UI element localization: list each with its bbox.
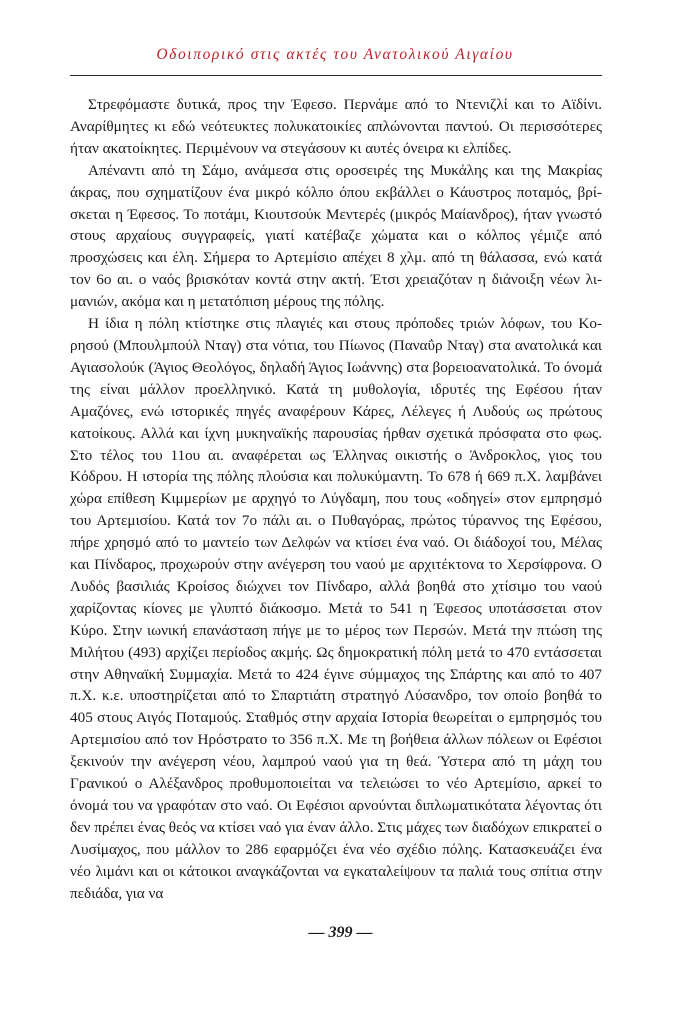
header-rule xyxy=(70,75,602,76)
body-text xyxy=(70,94,602,905)
running-header: Οδοιπορικό στις ακτές του Ανατολικού Αιγαίου xyxy=(156,46,514,63)
paragraph-1: Στρεφόμαστε δυτικά, προς την Έφεσο. Περνάμε από το Ντενιζλί και το Αϊδίνι. Αναρίθμητες κι εδώ νεότευκτες πολυκατοικίες απλώνονται παντού. Οι περισσότερες ήταν ακατοίκητες. Περιμένουν να στεγάσουν κι αυτές όνειρα κι ελπίδες. xyxy=(70,96,602,157)
paragraph-2: Απέναντι από τη Σάμο, ανάμεσα στις οροσειρές της Μυκάλης και της Μακρίας άκρας, που σχηματίζουν ένα μικρό κόλπο όπου εκβάλλει ο Κάυστρος ποταμός, βρίσκεται η Έφεσος. Το ποτάμι, Κιουτσούκ Μεντερές (μικρός Μαίανδρος), ήταν γνωστό στους αρχαίους συγγραφείς, γιατί κατέβαζε χώματα και ο κόλπος γέμιζε από προσχώσεις και έλη. Σήμερα το Αρτεμίσιο απέχει 8 χλμ. από τη θάλασσα, ενώ κατά τον 6ο αι. ο ναός βρισκόταν κοντά στην ακτή. Έτσι χρειαζόταν η διάνοιξη νέων λιμανιών, ακόμα και η μετατόπιση μέρους της πόλης. xyxy=(70,161,602,311)
paragraph-3: Η ίδια η πόλη κτίστηκε στις πλαγιές και στους πρόποδες τριών λόφων, του Κορησού (Μπουλμπούλ Νταγ) στα νότια, του Πίωνος (Παναΰρ Νταγ) στα ανατολικά και Αγιασολούκ (Άγιος Θεολόγος, δηλαδή Άγιος Ιωάννης) στα βορειοανατολικά. Το όνομά της είναι μάλλον προελληνικό. Κατά τη μυθολογία, ιδρυτές της Εφέσου ήταν Αμαζόνες, ενώ ιστορικές πηγές αναφέρουν Κάρες, Λέλεγες ή Λυδούς ως πρώτους κατοίκους. Αλλά και ίχνη μυκηναϊκής παρουσίας ήρθαν σχετικά πρόσφατα στο φως. Στο τέλος του 11ου αι. αναφέρεται ως Έλληνας οικιστής ο Άνδροκλος, γιος του Κόδρου. Η ιστορία της πόλης πλούσια και πολυκύμαντη. Το 678 ή 669 π.Χ. λαμβάνει χώρα επίθεση Κιμμερίων με αρχηγό το Λύγδαμη, που τους «οδηγεί» στον εμπρησμό του Αρτεμισίου. Κατά τον 7ο πάλι αι. ο Πυθαγόρας, πρώτος τύραννος της Εφέσου, πήρε χρησμό από το μαντείο των Δελφών να κτίσει ένα ναό. Οι διάδοχοί του, Μέλας και Πίνδαρος, προχωρούν στην ανέγερση του ναού με αρχιτέκτονα το Χερσίφρονα. Ο Λυδός βασιλιάς Κροίσος διώχνει τον Πίνδαρο, αλλά βοηθά στο χτίσιμο του ναού χαρίζοντας κίονες με γλυπτό διάκοσμο. Μετά το 541 η Έφεσος υποτάσσεται στον Κύρο. Στην ιωνική επανάσταση πήγε με το μέρος των Περσών. Μετά την πτώση της Μιλήτου (493) αρχίζει περίοδος ακμής. Ως δημοκρατική πόλη μετά το 470 εντάσσεται στην Αθηναϊκή Συμμαχία. Μετά το 424 έγινε σύμμαχος της Σπάρτης και από το 407 π.Χ. κ.ε. υποστηρίζεται από το Σπαρτιάτη στρατηγό Λύσανδρο, τον οποίο βοηθά το 405 στους Αιγός Ποταμούς. Σταθμός στην αρχαία Ιστορία θεωρείται ο εμπρησμός του Αρτεμισίου από τον Ηρόστρατο το 356 π.Χ. Με τη βοήθεια άλλων πόλεων οι Εφέσιοι ξεκινούν την ανέγερση νέου, λαμπρού ναού για τη θεά. Ύστερα από τη μάχη του Γρανικού ο Αλέξανδρος προθυμοποιείται να τελειώσει το νέο Αρτεμίσιο, αρκεί το όνομά του να γραφόταν στο ναό. Οι Εφέσιοι αρνούνται διπλωματικότατα λέγοντας ότι δεν πρέπει ένας θεός να κτίσει ναό για έναν άλλο. Στις μάχες των διαδόχων επικρατεί ο Λυσίμαχος, που μάλλον το 286 εφαρμόζει ένα νέο σχέδιο πόλης. Κατασκευάζει ένα νέο λιμάνι και οι κάτοικοι αναγκάζονται να εγκαταλείψουν τα παλιά τους σπίτια στην πεδιάδα, για να xyxy=(70,315,602,902)
page-number: — 399 — xyxy=(308,924,373,941)
